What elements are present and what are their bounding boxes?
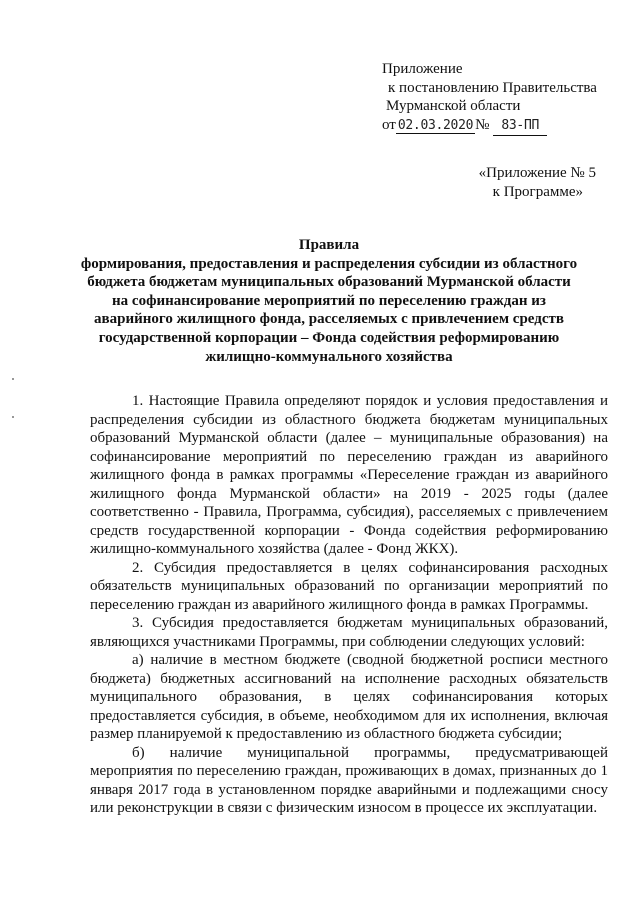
paragraph-3b: б) наличие муниципальной программы, предусматривающей мероприятия по переселению граждан, проживающих в домах, признанных до 1 января 2017 года в установленном порядке аварийными и подлежащими сносу или реконструкции в связи с физическим износом в процессе их эксплуатации.: [90, 744, 608, 816]
document-body: [90, 392, 608, 818]
program-appendix-line: «Приложение № 5: [478, 165, 596, 181]
paragraph-3a: а) наличие в местном бюджете (сводной бюджетной росписи местного бюджета) бюджетных ассигнований на исполнение расходных обязательств муниципального образования, в целях софинансирования которых предоставляется субсидия, в объеме, необходимом для их исполнения, включая размер планируемой к предоставлению из областного бюджета субсидии;: [90, 652, 608, 742]
decree-date: 02.03.2020: [397, 117, 474, 133]
scan-speck: [12, 378, 14, 380]
program-reference: [479, 164, 596, 202]
attachment-title: Приложение: [382, 61, 463, 77]
title-line: аварийного жилищного фонда, расселяемых с привлечением средств: [94, 311, 564, 328]
attachment-region-line: Мурманской области: [386, 98, 521, 114]
attachment-block: [382, 60, 597, 136]
title-line: формирования, предоставления и распределения субсидии из областного: [80, 255, 578, 272]
paragraph-2: 2. Субсидия предоставляется в целях софинансирования расходных обязательств муниципальных образований по организации мероприятий по переселению граждан из аварийного жилищного фонда в рамках Программы.: [90, 559, 608, 613]
title-line: бюджета бюджетам муниципальных образований Мурманской области: [87, 274, 571, 291]
title-line: жилищно-коммунального хозяйства: [205, 348, 453, 365]
attachment-decree-line: к постановлению Правительства: [388, 79, 597, 96]
title-line: государственной корпорации – Фонда содействия реформированию: [98, 329, 560, 346]
date-prefix: от: [382, 116, 396, 133]
scan-speck: [12, 416, 14, 418]
number-sign: №: [475, 116, 490, 133]
decree-number: 83-ПП: [493, 117, 547, 137]
paragraph-1: 1. Настоящие Правила определяют порядок и условия предоставления и распределения субсидии из областного бюджета бюджетам муниципальных образований Мурманской области (далее – муниципальные образования) на софинансирование мероприятий по переселению граждан из аварийного жилищного фонда в рамках программы «Переселение граждан из аварийного жилищного фонда Мурманской области» на 2019 - 2025 годы (далее соответственно - Правила, Программа, субсидия), расселяемых с привлечением средств государственной корпорации - Фонда содействия реформированию жилищно-коммунального хозяйства (далее - Фонд ЖКХ).: [90, 393, 608, 557]
attachment-date-line: [382, 116, 597, 137]
title-line: Правила: [298, 237, 360, 253]
document-title: [80, 236, 578, 366]
program-name-line: к Программе»: [492, 184, 583, 200]
paragraph-3: 3. Субсидия предоставляется бюджетам муниципальных образований, являющихся участниками Программы, при соблюдении следующих условий:: [90, 615, 608, 650]
title-line: на софинансирование мероприятий по переселению граждан из: [112, 292, 546, 309]
